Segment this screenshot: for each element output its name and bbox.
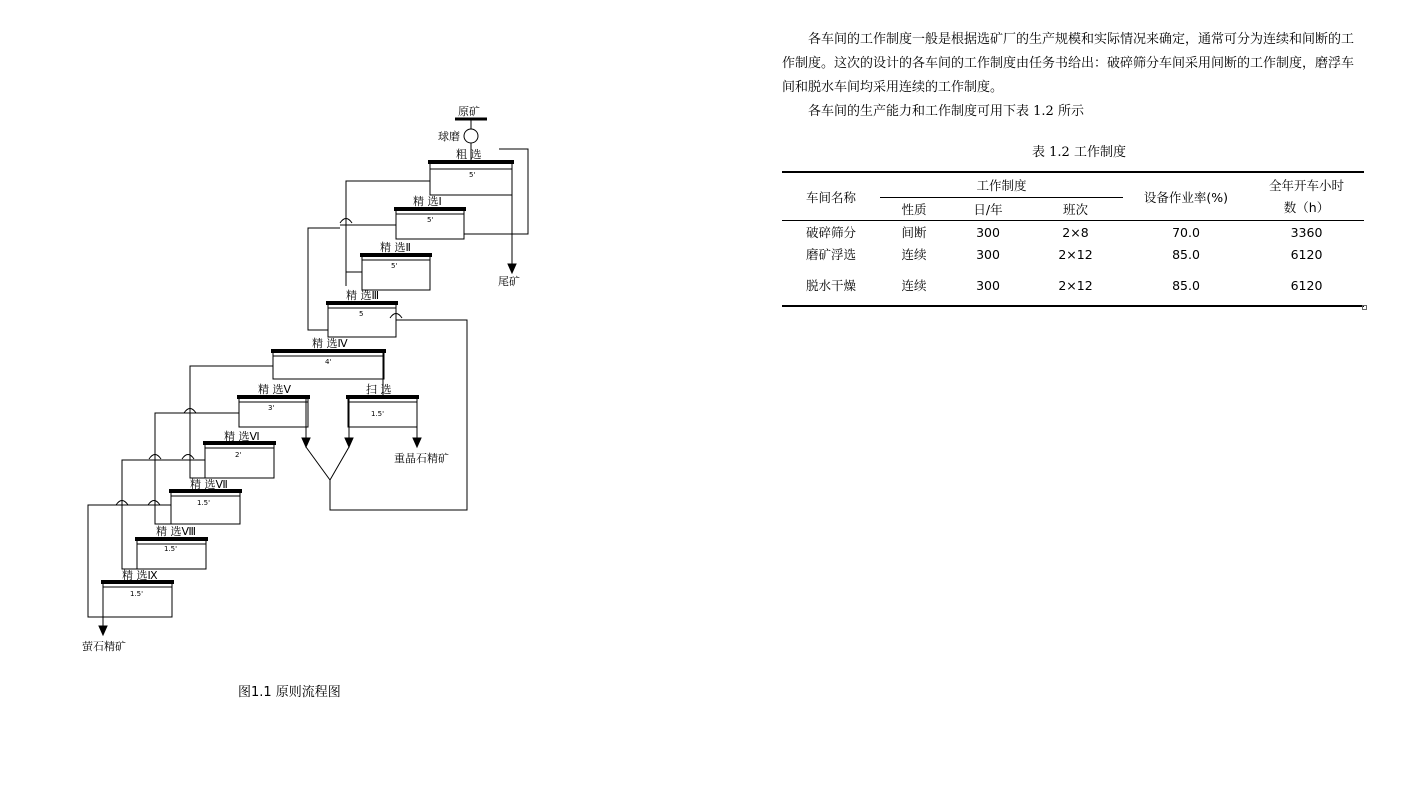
cell-label-cleaner-8: 精 选Ⅷ <box>156 525 196 538</box>
figure-caption: 图1.1 原则流程图 <box>238 685 341 700</box>
header-shifts: 班次 <box>1062 202 1088 217</box>
cell-shifts: 2×12 <box>1058 277 1093 293</box>
cell-days: 300 <box>976 224 1000 240</box>
cell-label-cleaner-4: 精 选Ⅳ <box>312 337 348 350</box>
cell-label-rougher: 粗 选 <box>456 148 482 161</box>
mill-label: 球磨 <box>438 130 460 143</box>
cell-label-cleaner-1: 精 选Ⅰ <box>413 195 442 208</box>
cell-time-cleaner-7: 1.5' <box>197 499 211 507</box>
paragraph-work-regime: 各车间的工作制度一般是根据选矿厂的生产规模和实际情况来确定，通常可分为连续和间断的工作制度。这次的设计的各车间的工作制度由任务书给出：破碎筛分车间采用间断的工作制度，磨浮车间和脱水车间均采用连续的工作制度。 <box>782 32 1355 95</box>
cell-time-cleaner-6: 2' <box>235 451 242 459</box>
cell-hours: 6120 <box>1290 246 1323 262</box>
cell-shifts: 2×8 <box>1062 224 1089 240</box>
header-workshop: 车间名称 <box>805 189 856 205</box>
cell-hours: 6120 <box>1290 277 1323 293</box>
tailings-label: 尾矿 <box>498 275 520 288</box>
cell-label-cleaner-6: 精 选Ⅵ <box>224 430 260 443</box>
header-regime: 工作制度 <box>880 172 1123 198</box>
cell-time-cleaner-5: 3' <box>268 404 275 412</box>
header-hours <box>1249 172 1364 221</box>
table-row <box>782 243 1364 265</box>
cell-time-cleaner-1: 5' <box>427 216 434 224</box>
work-regime-table <box>782 171 1364 307</box>
cell-label-scavenger: 扫 选 <box>366 383 392 396</box>
flowsheet-diagram <box>0 0 700 787</box>
cell-label-cleaner-3: 精 选Ⅲ <box>346 289 380 302</box>
table-caption: 表 1.2 工作制度 <box>1032 145 1126 160</box>
cell-time-cleaner-4: 4' <box>325 358 332 366</box>
feed-label: 原矿 <box>458 105 480 118</box>
cell-nature: 连续 <box>901 247 927 262</box>
table-row <box>782 221 1364 244</box>
cell-time-scavenger: 1.5' <box>371 410 385 418</box>
cell-time-cleaner-8: 1.5' <box>164 545 178 553</box>
cell-workshop: 磨矿浮选 <box>805 247 856 262</box>
cell-label-cleaner-2: 精 选Ⅱ <box>380 241 411 254</box>
cell-days: 300 <box>976 277 1000 293</box>
cell-utilization: 85.0 <box>1172 246 1200 262</box>
table-row <box>782 265 1364 306</box>
cell-days: 300 <box>976 246 1000 262</box>
fluorite-concentrate-label: 萤石精矿 <box>82 640 126 653</box>
cell-label-cleaner-5: 精 选Ⅴ <box>258 383 292 396</box>
cell-utilization: 70.0 <box>1172 224 1200 240</box>
cell-nature: 间断 <box>901 225 927 240</box>
header-days: 日/年 <box>973 202 1003 217</box>
cell-time-rougher: 5' <box>469 171 476 179</box>
barite-concentrate-label: 重晶石精矿 <box>394 452 449 465</box>
header-hours-line2: 数（h） <box>1283 199 1330 215</box>
cell-time-cleaner-9: 1.5' <box>130 590 144 598</box>
table-resize-handle[interactable] <box>1362 305 1367 310</box>
cell-label-cleaner-7: 精 选Ⅶ <box>190 478 228 491</box>
cell-time-cleaner-3: 5 <box>359 310 364 318</box>
cell-label-cleaner-9: 精 选Ⅸ <box>122 569 158 582</box>
header-utilization: 设备作业率(%) <box>1143 189 1229 205</box>
cell-workshop: 破碎筛分 <box>805 225 856 240</box>
cell-nature: 连续 <box>901 278 927 293</box>
paragraph-table-intro: 各车间的生产能力和工作制度可用下表 1.2 所示 <box>808 104 1084 119</box>
cell-shifts: 2×12 <box>1058 246 1093 262</box>
cell-time-cleaner-2: 5' <box>391 262 398 270</box>
header-nature: 性质 <box>901 202 927 217</box>
cell-hours: 3360 <box>1290 224 1323 240</box>
header-hours-line1: 全年开车小时 <box>1268 177 1344 193</box>
cell-workshop: 脱水干燥 <box>805 278 856 293</box>
cell-utilization: 85.0 <box>1172 277 1200 293</box>
